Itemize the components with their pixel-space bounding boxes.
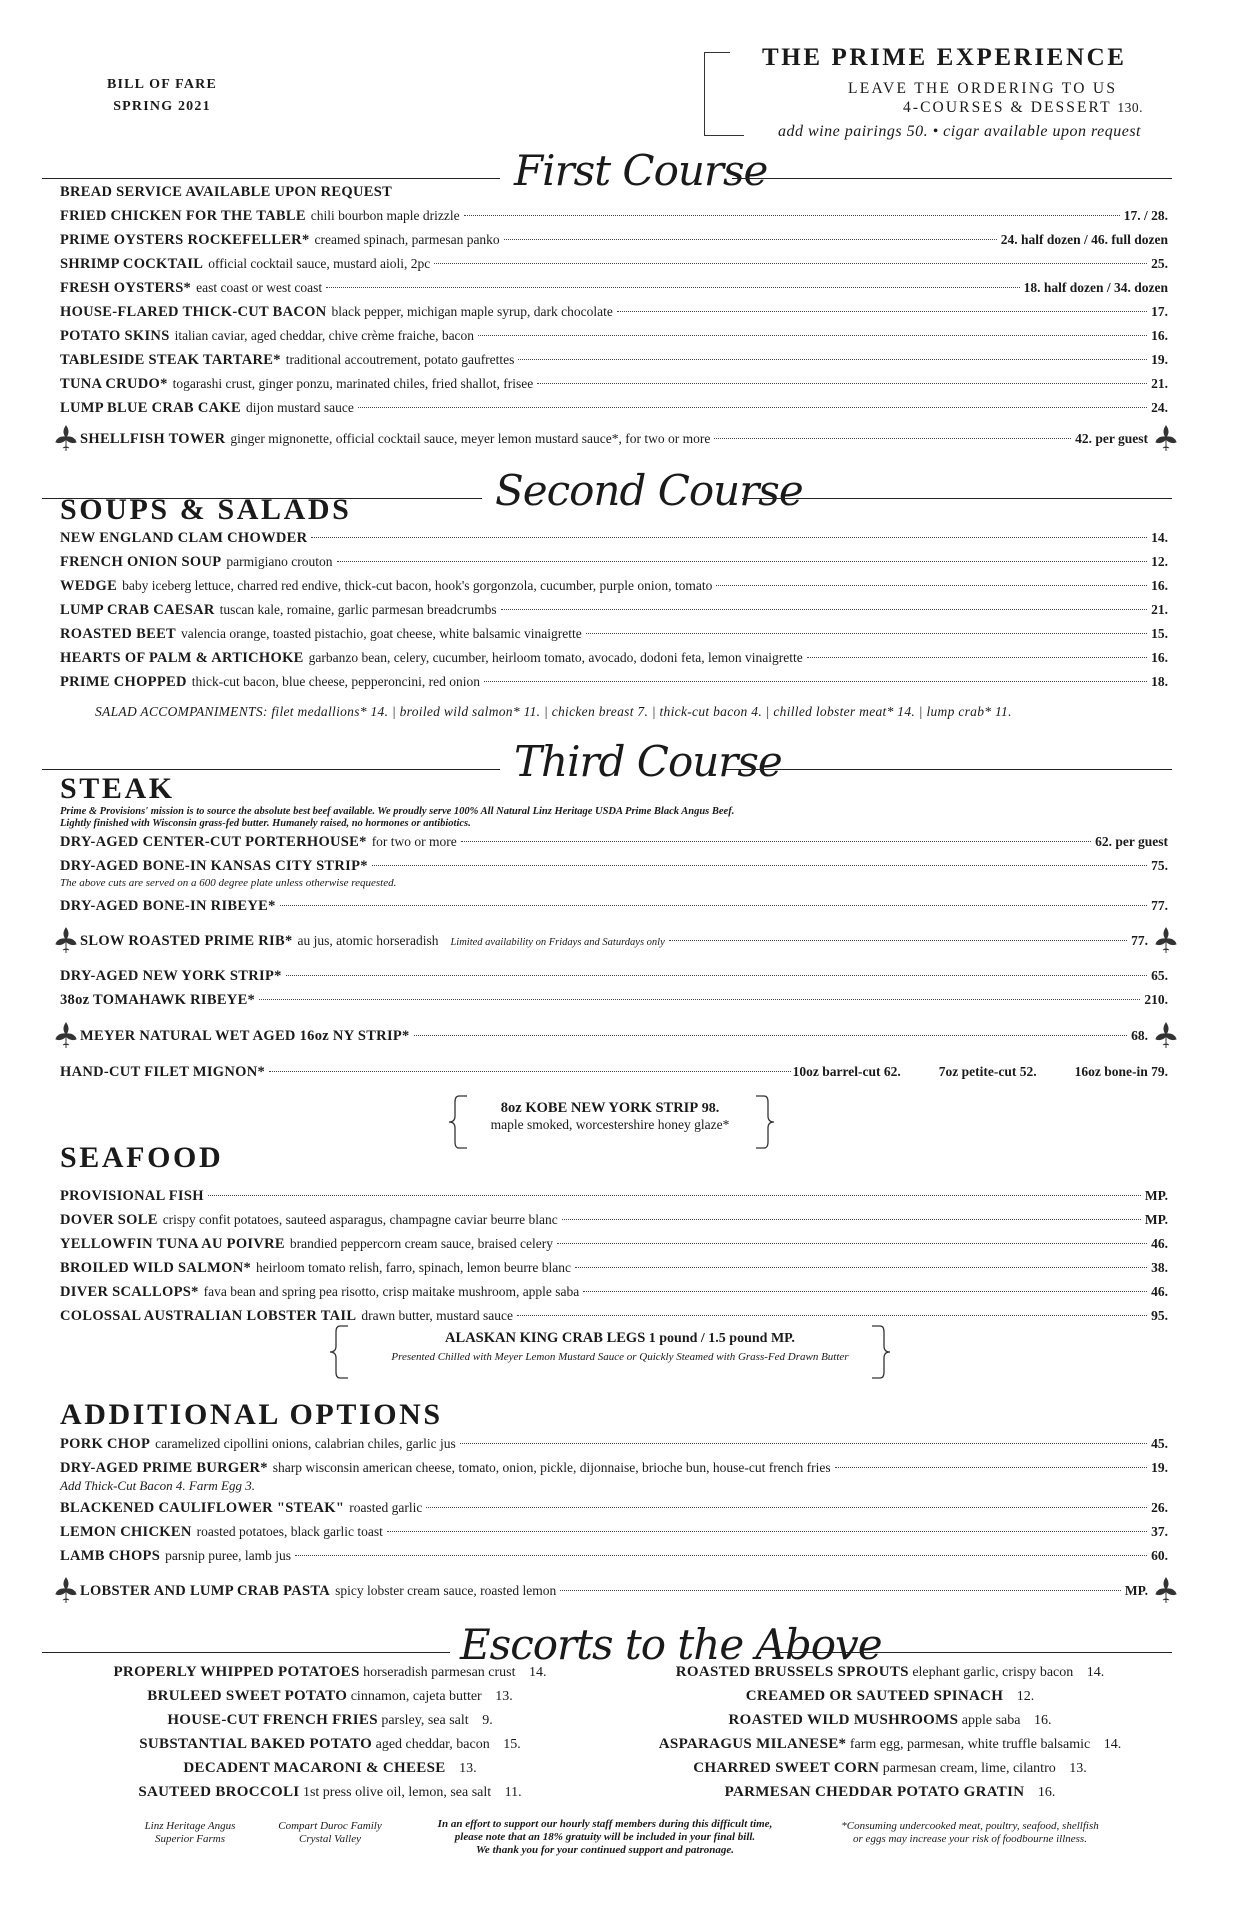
section-additional: ADDITIONAL OPTIONS bbox=[60, 1398, 443, 1431]
fleur-flourish-icon bbox=[54, 926, 78, 956]
item-price: MP. bbox=[1124, 1583, 1148, 1598]
prime-line1: LEAVE THE ORDERING TO US bbox=[848, 80, 1118, 97]
divider-rule bbox=[726, 769, 1172, 770]
dot-leader bbox=[478, 335, 1147, 336]
dot-leader bbox=[583, 1291, 1147, 1292]
side-price: 13. bbox=[459, 1761, 477, 1776]
menu-item-row bbox=[60, 650, 1168, 670]
item-price: 42. per guest bbox=[1075, 431, 1148, 446]
dot-leader bbox=[295, 1555, 1147, 1556]
bread-service bbox=[60, 184, 1168, 204]
dot-leader bbox=[259, 999, 1140, 1000]
item-name: PROVISIONAL FISH bbox=[60, 1188, 204, 1204]
fleur-flourish-icon bbox=[54, 424, 78, 454]
side-price: 13. bbox=[1069, 1761, 1087, 1776]
burger-row bbox=[60, 1460, 1168, 1480]
menu-item-row bbox=[60, 554, 1168, 574]
section-steak: STEAK bbox=[60, 772, 175, 805]
item-desc: parmigiano crouton bbox=[226, 554, 333, 569]
divider-rule bbox=[742, 498, 1172, 499]
item-price: 17. bbox=[1151, 304, 1168, 319]
item-desc: creamed spinach, parmesan panko bbox=[314, 232, 500, 247]
item-price: 46. bbox=[1151, 1284, 1168, 1299]
side-name: SAUTEED BROCCOLI bbox=[138, 1784, 300, 1800]
item-name: PORK CHOP bbox=[60, 1436, 151, 1452]
dot-leader bbox=[414, 1035, 1128, 1036]
item-name: FRIED CHICKEN FOR THE TABLE bbox=[60, 208, 306, 224]
salad-accompaniments: SALAD ACCOMPANIMENTS: filet medallions* 14. | broiled wild salmon* 11. | chicken breast 7. | thick-cut bacon 4. | chilled lobster meat* 14. | lump crab* 11. bbox=[95, 704, 1012, 719]
item-price: 24. bbox=[1151, 400, 1168, 415]
side-price: 14. bbox=[1103, 1737, 1122, 1752]
course-title: Third Course bbox=[514, 737, 782, 786]
lamb-chops-row bbox=[60, 1548, 1168, 1568]
dot-leader bbox=[311, 537, 1147, 538]
dot-leader bbox=[586, 633, 1147, 634]
footer-gratuity-note bbox=[400, 1818, 810, 1857]
filet-option: 7oz petite-cut 52. bbox=[938, 1064, 1037, 1079]
bill-of-fare bbox=[82, 74, 242, 118]
porterhouse-row bbox=[60, 834, 1168, 854]
kobe-line bbox=[460, 1100, 760, 1117]
item-price: 60. bbox=[1151, 1548, 1168, 1563]
item-price: 16. bbox=[1151, 578, 1168, 593]
side-price: 16. bbox=[1033, 1713, 1052, 1728]
item-name: PRIME OYSTERS ROCKEFELLER* bbox=[60, 232, 310, 248]
menu-item-row bbox=[60, 376, 1168, 396]
item-name: BLACKENED CAULIFLOWER "STEAK" bbox=[60, 1500, 345, 1516]
dot-leader bbox=[326, 287, 1020, 288]
item-price: 14. bbox=[1151, 530, 1168, 545]
item-name: BROILED WILD SALMON* bbox=[60, 1260, 252, 1276]
farm-name: Superior Farms bbox=[155, 1833, 225, 1845]
side-price: 12. bbox=[1016, 1689, 1035, 1704]
item-desc: for two or more bbox=[371, 834, 457, 849]
item-desc: dijon mustard sauce bbox=[245, 400, 354, 415]
dot-leader bbox=[517, 1315, 1147, 1316]
item-desc: roasted potatoes, black garlic toast bbox=[196, 1524, 383, 1539]
menu-item-row bbox=[60, 1236, 1168, 1256]
item-name: SHRIMP COCKTAIL bbox=[60, 256, 204, 272]
item-name: DRY-AGED BONE-IN KANSAS CITY STRIP* bbox=[60, 858, 368, 874]
item-name: MEYER NATURAL WET AGED 16oz NY STRIP* bbox=[80, 1028, 410, 1044]
item-name: DRY-AGED CENTER-CUT PORTERHOUSE* bbox=[60, 834, 367, 850]
item-name: TUNA CRUDO* bbox=[60, 376, 168, 392]
item-name: FRESH OYSTERS* bbox=[60, 280, 192, 296]
dot-leader bbox=[557, 1243, 1147, 1244]
item-name: SHELLFISH TOWER bbox=[80, 431, 226, 447]
menu-item-row bbox=[60, 400, 1168, 420]
course-title: Escorts to the Above bbox=[460, 1620, 882, 1669]
lemon-chicken-row bbox=[60, 1524, 1168, 1544]
dot-leader bbox=[716, 585, 1147, 586]
menu-item-row bbox=[60, 1212, 1168, 1232]
prime-bracket bbox=[704, 52, 725, 136]
item-desc: official cocktail sauce, mustard aioli, 2pc bbox=[208, 256, 431, 271]
fleur-flourish-icon bbox=[1154, 1021, 1178, 1051]
item-name: LAMB CHOPS bbox=[60, 1548, 161, 1564]
menu-item-row bbox=[60, 626, 1168, 646]
item-desc: chili bourbon maple drizzle bbox=[310, 208, 460, 223]
side-desc: aged cheddar, bacon bbox=[375, 1737, 490, 1752]
dot-leader bbox=[387, 1531, 1147, 1532]
king-crab-sizes: 1 pound / 1.5 pound MP. bbox=[648, 1331, 795, 1346]
item-desc: togarashi crust, ginger ponzu, marinated chiles, fried shallot, frisee bbox=[172, 376, 534, 391]
item-price: 15. bbox=[1151, 626, 1168, 641]
side-price: 14. bbox=[529, 1665, 547, 1680]
item-price: 46. bbox=[1151, 1236, 1168, 1251]
item-desc: roasted garlic bbox=[349, 1500, 423, 1515]
side-item bbox=[60, 1664, 600, 1686]
menu-item-row bbox=[60, 328, 1168, 348]
item-price: 38. bbox=[1151, 1260, 1168, 1275]
dot-leader bbox=[286, 975, 1147, 976]
dot-leader bbox=[537, 383, 1147, 384]
menu-item-row bbox=[60, 602, 1168, 622]
item-desc: thick-cut bacon, blue cheese, pepperoncini, red onion bbox=[191, 674, 481, 689]
side-price: 16. bbox=[1037, 1785, 1056, 1800]
item-desc: sharp wisconsin american cheese, tomato, onion, pickle, dijonnaise, brioche bun, house-cut french fries bbox=[272, 1460, 831, 1475]
item-desc: tuscan kale, romaine, garlic parmesan breadcrumbs bbox=[219, 602, 497, 617]
side-name: ROASTED WILD MUSHROOMS bbox=[728, 1712, 959, 1728]
item-price: 12. bbox=[1151, 554, 1168, 569]
side-name: DECADENT MACARONI & CHEESE bbox=[183, 1760, 446, 1776]
king-crab-desc: Presented Chilled with Meyer Lemon Mustard Sauce or Quickly Steamed with Grass-Fed Drawn Butter bbox=[391, 1351, 849, 1363]
tomahawk-row bbox=[60, 992, 1168, 1012]
bill-line2: SPRING 2021 bbox=[113, 99, 211, 114]
item-desc: au jus, atomic horseradish bbox=[297, 933, 439, 948]
dot-leader bbox=[460, 1443, 1147, 1444]
item-price: 95. bbox=[1151, 1308, 1168, 1323]
item-name: HOUSE-FLARED THICK-CUT BACON bbox=[60, 304, 327, 320]
dot-leader bbox=[669, 940, 1127, 941]
item-price: 25. bbox=[1151, 256, 1168, 271]
item-name: LUMP CRAB CAESAR bbox=[60, 602, 215, 618]
item-price: 18. half dozen / 34. dozen bbox=[1023, 280, 1168, 295]
item-price: 18. bbox=[1151, 674, 1168, 689]
fleur-flourish-icon bbox=[1154, 1576, 1178, 1606]
menu-item-row bbox=[60, 1284, 1168, 1304]
item-price: 21. bbox=[1151, 602, 1168, 617]
ny-strip-row bbox=[60, 968, 1168, 988]
item-price: MP. bbox=[1144, 1212, 1168, 1227]
item-name: LEMON CHICKEN bbox=[60, 1524, 192, 1540]
item-desc: ginger mignonette, official cocktail sauce, meyer lemon mustard sauce*, for two or more bbox=[230, 431, 711, 446]
prime-title: THE PRIME EXPERIENCE bbox=[762, 44, 1127, 71]
ribeye-row bbox=[60, 898, 1168, 918]
menu-item-row bbox=[60, 208, 1168, 228]
fleur-flourish-icon bbox=[1154, 926, 1178, 956]
item-name: YELLOWFIN TUNA AU POIVRE bbox=[60, 1236, 285, 1252]
note-line: We thank you for your continued support and patronage. bbox=[475, 1844, 735, 1856]
item-price: 17. / 28. bbox=[1123, 208, 1168, 223]
mission-line1: Prime & Provisions' mission is to source the absolute best beef available. We proudly serve 100% All Natural Linz Heritage USDA Prime Black Angus Beef. bbox=[60, 806, 735, 817]
dot-leader bbox=[461, 841, 1091, 842]
farm-name: Crystal Valley bbox=[298, 1833, 362, 1845]
dot-leader bbox=[501, 609, 1147, 610]
side-name: PROPERLY WHIPPED POTATOES bbox=[113, 1664, 360, 1680]
item-name: LUMP BLUE CRAB CAKE bbox=[60, 400, 241, 416]
side-price: 14. bbox=[1086, 1665, 1105, 1680]
kobe-box bbox=[460, 1100, 760, 1133]
bracket-left bbox=[328, 1324, 352, 1380]
shellfish-tower-row bbox=[80, 431, 1148, 451]
sides-right-column bbox=[620, 1664, 1160, 1808]
menu-item-row bbox=[60, 352, 1168, 372]
cauliflower-row bbox=[60, 1500, 1168, 1520]
item-name: PRIME CHOPPED bbox=[60, 674, 187, 690]
section-soups-salads: SOUPS & SALADS bbox=[60, 493, 352, 526]
side-desc: elephant garlic, crispy bacon bbox=[912, 1665, 1074, 1680]
side-price: 15. bbox=[503, 1737, 521, 1752]
item-name: DOVER SOLE bbox=[60, 1212, 158, 1228]
kobe-desc: maple smoked, worcestershire honey glaze* bbox=[490, 1117, 730, 1132]
prime-line3: add wine pairings 50. • cigar available upon request bbox=[778, 123, 1141, 140]
king-crab-line bbox=[350, 1330, 890, 1347]
kobe-price: 98. bbox=[701, 1101, 720, 1116]
note-line: In an effort to support our hourly staff members during this difficult time, bbox=[437, 1818, 773, 1830]
burger-add-ons: Add Thick-Cut Bacon 4. Farm Egg 3. bbox=[60, 1478, 255, 1493]
item-desc: valencia orange, toasted pistachio, goat cheese, white balsamic vinaigrette bbox=[181, 626, 582, 641]
fleur-flourish-icon bbox=[54, 1576, 78, 1606]
bracket-right bbox=[752, 1094, 776, 1150]
item-desc: italian caviar, aged cheddar, chive crème fraiche, bacon bbox=[174, 328, 475, 343]
item-name: COLOSSAL AUSTRALIAN LOBSTER TAIL bbox=[60, 1308, 357, 1324]
footer-consumption-warning bbox=[820, 1820, 1120, 1846]
side-desc: 1st press olive oil, lemon, sea salt bbox=[302, 1785, 492, 1800]
divider-rule bbox=[42, 178, 500, 179]
dot-leader bbox=[617, 311, 1147, 312]
menu-item-row bbox=[60, 256, 1168, 276]
fleur-flourish-icon bbox=[54, 1021, 78, 1051]
side-item bbox=[60, 1760, 600, 1782]
item-price: 16. bbox=[1151, 650, 1168, 665]
dot-leader bbox=[518, 359, 1147, 360]
course-divider-escorts bbox=[42, 1620, 1172, 1670]
side-item bbox=[60, 1736, 600, 1758]
item-name: NEW ENGLAND CLAM CHOWDER bbox=[60, 530, 308, 546]
dot-leader bbox=[807, 657, 1147, 658]
item-desc: crispy confit potatoes, sauteed asparagus, champagne caviar beurre blanc bbox=[162, 1212, 558, 1227]
item-price: 65. bbox=[1151, 968, 1168, 983]
item-price: 24. half dozen / 46. full dozen bbox=[1000, 232, 1168, 247]
prime-price: 130. bbox=[1117, 100, 1143, 115]
menu-item-row bbox=[60, 1260, 1168, 1280]
item-name: HAND-CUT FILET MIGNON* bbox=[60, 1064, 266, 1080]
farm-name: Linz Heritage Angus bbox=[144, 1820, 236, 1832]
item-name: 38oz TOMAHAWK RIBEYE* bbox=[60, 992, 256, 1008]
dot-leader bbox=[484, 681, 1147, 682]
side-name: PARMESAN CHEDDAR POTATO GRATIN bbox=[724, 1784, 1025, 1800]
dot-leader bbox=[358, 407, 1147, 408]
dot-leader bbox=[434, 263, 1147, 264]
dot-leader bbox=[562, 1219, 1141, 1220]
item-name: SLOW ROASTED PRIME RIB* bbox=[80, 933, 293, 949]
divider-rule bbox=[778, 1652, 1172, 1653]
side-name: ASPARAGUS MILANESE* bbox=[658, 1736, 847, 1752]
note-line: please note that an 18% gratuity will be included in your final bill. bbox=[454, 1831, 756, 1843]
side-item bbox=[620, 1712, 1160, 1734]
side-price: 13. bbox=[495, 1689, 513, 1704]
side-name: HOUSE-CUT FRENCH FRIES bbox=[167, 1712, 378, 1728]
course-divider-third bbox=[42, 737, 1172, 787]
menu-item-row bbox=[60, 674, 1168, 694]
item-desc: caramelized cipollini onions, calabrian chiles, garlic jus bbox=[155, 1436, 456, 1451]
side-item bbox=[620, 1736, 1160, 1758]
dot-leader bbox=[504, 239, 997, 240]
item-desc: parsnip puree, lamb jus bbox=[165, 1548, 292, 1563]
side-item bbox=[60, 1784, 600, 1806]
side-name: SUBSTANTIAL BAKED POTATO bbox=[139, 1736, 373, 1752]
item-name: DRY-AGED PRIME BURGER* bbox=[60, 1460, 268, 1476]
side-item bbox=[620, 1760, 1160, 1782]
menu-item-row bbox=[60, 578, 1168, 598]
item-price: 45. bbox=[1151, 1436, 1168, 1451]
item-desc: spicy lobster cream sauce, roasted lemon bbox=[335, 1583, 557, 1598]
menu-item-row bbox=[60, 1308, 1168, 1328]
side-name: BRULEED SWEET POTATO bbox=[147, 1688, 348, 1704]
dot-leader bbox=[337, 561, 1148, 562]
dot-leader bbox=[280, 905, 1147, 906]
side-desc: horseradish parmesan crust bbox=[363, 1665, 516, 1680]
side-desc: apple saba bbox=[961, 1713, 1021, 1728]
farm-name: Compart Duroc Family bbox=[278, 1820, 382, 1832]
fleur-flourish-icon bbox=[1154, 424, 1178, 454]
footer-farm-1 bbox=[120, 1820, 260, 1846]
side-price: 9. bbox=[482, 1713, 493, 1728]
menu-item-row bbox=[60, 1188, 1168, 1208]
item-desc: heirloom tomato relish, farro, spinach, lemon beurre blanc bbox=[256, 1260, 571, 1275]
dot-leader bbox=[269, 1071, 791, 1072]
side-item bbox=[60, 1712, 600, 1734]
side-name: ROASTED BRUSSELS SPROUTS bbox=[675, 1664, 909, 1680]
section-seafood: SEAFOOD bbox=[60, 1141, 224, 1174]
menu-item-row bbox=[60, 280, 1168, 300]
side-price: 11. bbox=[504, 1785, 522, 1800]
divider-rule bbox=[732, 178, 1172, 179]
dot-leader bbox=[464, 215, 1120, 216]
item-name: LOBSTER AND LUMP CRAB PASTA bbox=[80, 1583, 331, 1599]
bracket-right bbox=[868, 1324, 892, 1380]
item-desc: east coast or west coast bbox=[196, 280, 323, 295]
dot-leader bbox=[560, 1590, 1121, 1591]
side-desc: farm egg, parmesan, white truffle balsamic bbox=[849, 1737, 1091, 1752]
item-name: FRENCH ONION SOUP bbox=[60, 554, 222, 570]
steak-mission bbox=[60, 806, 734, 830]
item-desc: brandied peppercorn cream sauce, braised celery bbox=[289, 1236, 553, 1251]
item-desc: black pepper, michigan maple syrup, dark chocolate bbox=[331, 304, 613, 319]
side-item bbox=[60, 1688, 600, 1710]
side-item bbox=[620, 1688, 1160, 1710]
item-desc: drawn butter, mustard sauce bbox=[361, 1308, 514, 1323]
dot-leader bbox=[208, 1195, 1141, 1196]
item-price: 16. bbox=[1151, 328, 1168, 343]
king-crab-name: ALASKAN KING CRAB LEGS bbox=[445, 1330, 646, 1346]
side-desc: parmesan cream, lime, cilantro bbox=[882, 1761, 1056, 1776]
prime-line2-text: 4-COURSES & DESSERT bbox=[903, 99, 1112, 116]
course-title: First Course bbox=[514, 146, 768, 195]
item-name: DIVER SCALLOPS* bbox=[60, 1284, 199, 1300]
dot-leader bbox=[714, 438, 1071, 439]
side-name: CREAMED OR SAUTEED SPINACH bbox=[745, 1688, 1004, 1704]
side-name: CHARRED SWEET CORN bbox=[693, 1760, 880, 1776]
item-name: HEARTS OF PALM & ARTICHOKE bbox=[60, 650, 304, 666]
filet-option: 16oz bone-in 79. bbox=[1074, 1064, 1168, 1079]
item-name: DRY-AGED BONE-IN RIBEYE* bbox=[60, 898, 276, 914]
item-price: 62. per guest bbox=[1095, 834, 1168, 849]
sides-left-column bbox=[60, 1664, 600, 1808]
item-price: 19. bbox=[1151, 352, 1168, 367]
item-price: 21. bbox=[1151, 376, 1168, 391]
menu-item-row bbox=[60, 232, 1168, 252]
item-price: 26. bbox=[1151, 1500, 1168, 1515]
item-name: WEDGE bbox=[60, 578, 118, 594]
course-title: Second Course bbox=[495, 466, 803, 515]
divider-rule bbox=[42, 769, 500, 770]
filet-option: 10oz barrel-cut 62. bbox=[792, 1064, 901, 1079]
mission-line2: Lightly finished with Wisconsin grass-fed butter. Humanely raised, no hormones or antibiotics. bbox=[60, 818, 471, 829]
footer-farm-2 bbox=[260, 1820, 400, 1846]
side-desc: cinnamon, cajeta butter bbox=[350, 1689, 482, 1704]
item-name: TABLESIDE STEAK TARTARE* bbox=[60, 352, 281, 368]
king-crab-box bbox=[350, 1330, 890, 1363]
item-price: 75. bbox=[1151, 858, 1168, 873]
dot-leader bbox=[426, 1507, 1147, 1508]
warning-line: or eggs may increase your risk of foodbourne illness. bbox=[853, 1833, 1087, 1845]
side-item bbox=[620, 1784, 1160, 1806]
filet-row bbox=[60, 1064, 1168, 1084]
meyer-strip-row bbox=[80, 1028, 1148, 1048]
side-desc: parsley, sea salt bbox=[381, 1713, 469, 1728]
warning-line: *Consuming undercooked meat, poultry, seafood, shellfish bbox=[841, 1820, 1099, 1832]
item-price: 210. bbox=[1144, 992, 1168, 1007]
item-price: 37. bbox=[1151, 1524, 1168, 1539]
item-name: DRY-AGED NEW YORK STRIP* bbox=[60, 968, 282, 984]
item-desc: garbanzo bean, celery, cucumber, heirloom tomato, avocado, dodoni feta, lemon vinaigrette bbox=[308, 650, 803, 665]
item-price: 77. bbox=[1131, 933, 1148, 948]
bread-service-label: BREAD SERVICE AVAILABLE UPON REQUEST bbox=[60, 184, 393, 200]
item-price: MP. bbox=[1144, 1188, 1168, 1203]
prime-line2 bbox=[903, 99, 1143, 117]
divider-rule bbox=[42, 1652, 450, 1653]
item-name: POTATO SKINS bbox=[60, 328, 170, 344]
item-price: 19. bbox=[1151, 1460, 1168, 1475]
menu-item-row bbox=[60, 304, 1168, 324]
item-desc: baby iceberg lettuce, charred red endive, thick-cut bacon, hook's gorgonzola, cucumber, purple onion, tomato bbox=[122, 578, 713, 593]
kc-strip-row bbox=[60, 858, 1168, 878]
pork-chop-row bbox=[60, 1436, 1168, 1456]
menu-item-row bbox=[60, 530, 1168, 550]
prime-rib-row bbox=[80, 933, 1148, 953]
item-name: ROASTED BEET bbox=[60, 626, 177, 642]
item-desc: fava bean and spring pea risotto, crisp maitake mushroom, apple saba bbox=[203, 1284, 580, 1299]
item-price: 77. bbox=[1151, 898, 1168, 913]
item-desc: traditional accoutrement, potato gaufrettes bbox=[285, 352, 515, 367]
plate-note: The above cuts are served on a 600 degree plate unless otherwise requested. bbox=[60, 877, 397, 889]
lobster-pasta-row bbox=[80, 1583, 1148, 1603]
side-item bbox=[620, 1664, 1160, 1686]
kobe-name: 8oz KOBE NEW YORK STRIP bbox=[500, 1100, 699, 1116]
bill-line1: BILL OF FARE bbox=[106, 77, 218, 92]
dot-leader bbox=[575, 1267, 1147, 1268]
dot-leader bbox=[835, 1467, 1148, 1468]
item-price: 68. bbox=[1131, 1028, 1148, 1043]
dot-leader bbox=[372, 865, 1147, 866]
availability-note: Limited availability on Fridays and Saturdays only bbox=[450, 937, 665, 948]
